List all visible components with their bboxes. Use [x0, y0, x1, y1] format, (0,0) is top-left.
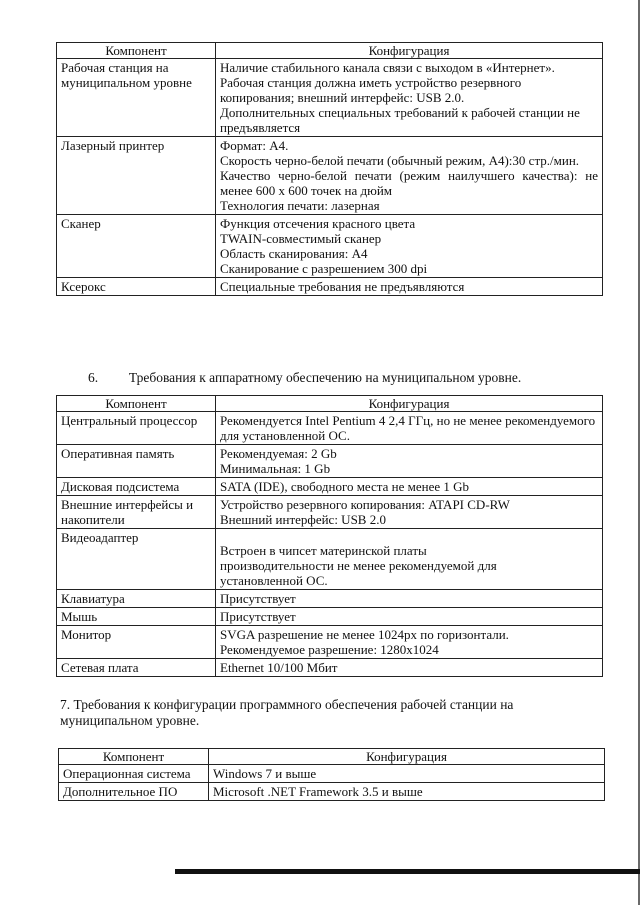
config-line: Область сканирования: А4 [220, 246, 368, 261]
config-line: Формат: А4. [220, 138, 289, 153]
header-configuration: Конфигурация [209, 749, 605, 765]
config-cell [216, 478, 603, 496]
config-cell [216, 496, 603, 529]
component-cell: Ксерокс [57, 278, 216, 296]
table-row [57, 626, 603, 659]
config-cell [209, 765, 605, 783]
section-title: Требования к аппаратному обеспечению на муниципальном уровне. [128, 370, 522, 385]
config-cell [216, 659, 603, 677]
config-line: Дополнительных специальных требований к рабочей станции не предъявляется [220, 105, 580, 135]
component-cell: Мышь [57, 608, 216, 626]
config-line: Скорость черно-белой печати (обычный режим, А4):30 стр./мин. [220, 153, 580, 168]
table-row [59, 765, 605, 783]
table-row [57, 590, 603, 608]
section-number: 6. [88, 370, 99, 385]
header-component: Компонент [59, 749, 209, 765]
table-row [57, 278, 603, 296]
table-row [57, 445, 603, 478]
config-line: Внешний интерфейс: USB 2.0 [220, 512, 386, 527]
header-component: Компонент [57, 396, 216, 412]
header-component: Компонент [57, 43, 216, 59]
component-cell: Дисковая подсистема [57, 478, 216, 496]
component-cell: Рабочая станция на муниципальном уровне [57, 59, 216, 137]
component-cell: Лазерный принтер [57, 137, 216, 215]
config-line: Присутствует [220, 591, 296, 606]
section-6-heading [88, 370, 521, 386]
component-cell: Центральный процессор [57, 412, 216, 445]
component-cell: Операционная система [59, 765, 209, 783]
config-line: Функция отсечения красного цвета [220, 216, 416, 231]
table-row [57, 478, 603, 496]
config-line: Сканирование с разрешением 300 dpi [220, 261, 428, 276]
component-cell: Клавиатура [57, 590, 216, 608]
config-line: Технология печати: лазерная [220, 198, 380, 213]
table-row [57, 137, 603, 215]
config-line: Наличие стабильного канала связи с выходом в «Интернет». [220, 60, 555, 75]
config-cell [216, 590, 603, 608]
table-row [57, 59, 603, 137]
table-row [57, 412, 603, 445]
config-cell [216, 445, 603, 478]
component-cell: Оперативная память [57, 445, 216, 478]
component-cell: Дополнительное ПО [59, 783, 209, 801]
config-cell [209, 783, 605, 801]
table-row [57, 215, 603, 278]
config-line: Специальные требования не предъявляются [220, 279, 465, 294]
component-cell: Внешние интерфейсы и накопители [57, 496, 216, 529]
config-line: Присутствует [220, 609, 296, 624]
header-configuration: Конфигурация [216, 396, 603, 412]
table-row [57, 496, 603, 529]
table-row [57, 659, 603, 677]
scan-bottom-bar [175, 869, 640, 874]
table-row [59, 783, 605, 801]
section-7-heading [60, 697, 600, 729]
table-header-row [59, 749, 605, 765]
config-cell [216, 412, 603, 445]
table-header-row [57, 43, 603, 59]
config-cell [216, 529, 603, 590]
config-line: Качество черно-белой печати (режим наилучшего качества): не менее 600 x 600 точек на дюйм [220, 168, 598, 198]
software-table [58, 748, 605, 801]
header-configuration: Конфигурация [216, 43, 603, 59]
config-cell [216, 59, 603, 137]
config-line: Ethernet 10/100 Мбит [220, 660, 338, 675]
config-cell [216, 215, 603, 278]
table-row [57, 529, 603, 590]
config-cell [216, 278, 603, 296]
component-cell: Видеоадаптер [57, 529, 216, 590]
component-cell: Монитор [57, 626, 216, 659]
config-cell [216, 626, 603, 659]
config-line: SVGA разрешение не менее 1024px по горизонтали. [220, 627, 509, 642]
config-line: Windows 7 и выше [213, 766, 317, 781]
component-cell: Сетевая плата [57, 659, 216, 677]
table-row [57, 608, 603, 626]
config-line: Встроен в чипсет материнской платы производительности не менее рекомендуемой для установленной ОС. [220, 543, 497, 588]
config-line: TWAIN-совместимый сканер [220, 231, 382, 246]
config-line: Минимальная: 1 Gb [220, 461, 331, 476]
config-line: Microsoft .NET Framework 3.5 и выше [213, 784, 423, 799]
hardware-table [56, 395, 603, 677]
config-line: Рабочая станция должна иметь устройство резервного копирования; внешний интерфейс: USB 2.0. [220, 75, 522, 105]
section-title: 7. Требования к конфигурации программного обеспечения рабочей станции на муниципальном уровне. [60, 697, 514, 728]
config-cell [216, 608, 603, 626]
workstation-table [56, 42, 603, 296]
table-header-row [57, 396, 603, 412]
config-line: Рекомендуемое разрешение: 1280x1024 [220, 642, 439, 657]
config-line: Рекомендуемая: 2 Gb [220, 446, 337, 461]
config-line: Устройство резервного копирования: ATAPI CD-RW [220, 497, 510, 512]
config-line: SATA (IDE), свободного места не менее 1 Gb [220, 479, 470, 494]
config-line: Рекомендуется Intel Pentium 4 2,4 ГГц, но не менее рекомендуемого для установленной ОС. [220, 413, 596, 443]
config-cell [216, 137, 603, 215]
component-cell: Сканер [57, 215, 216, 278]
